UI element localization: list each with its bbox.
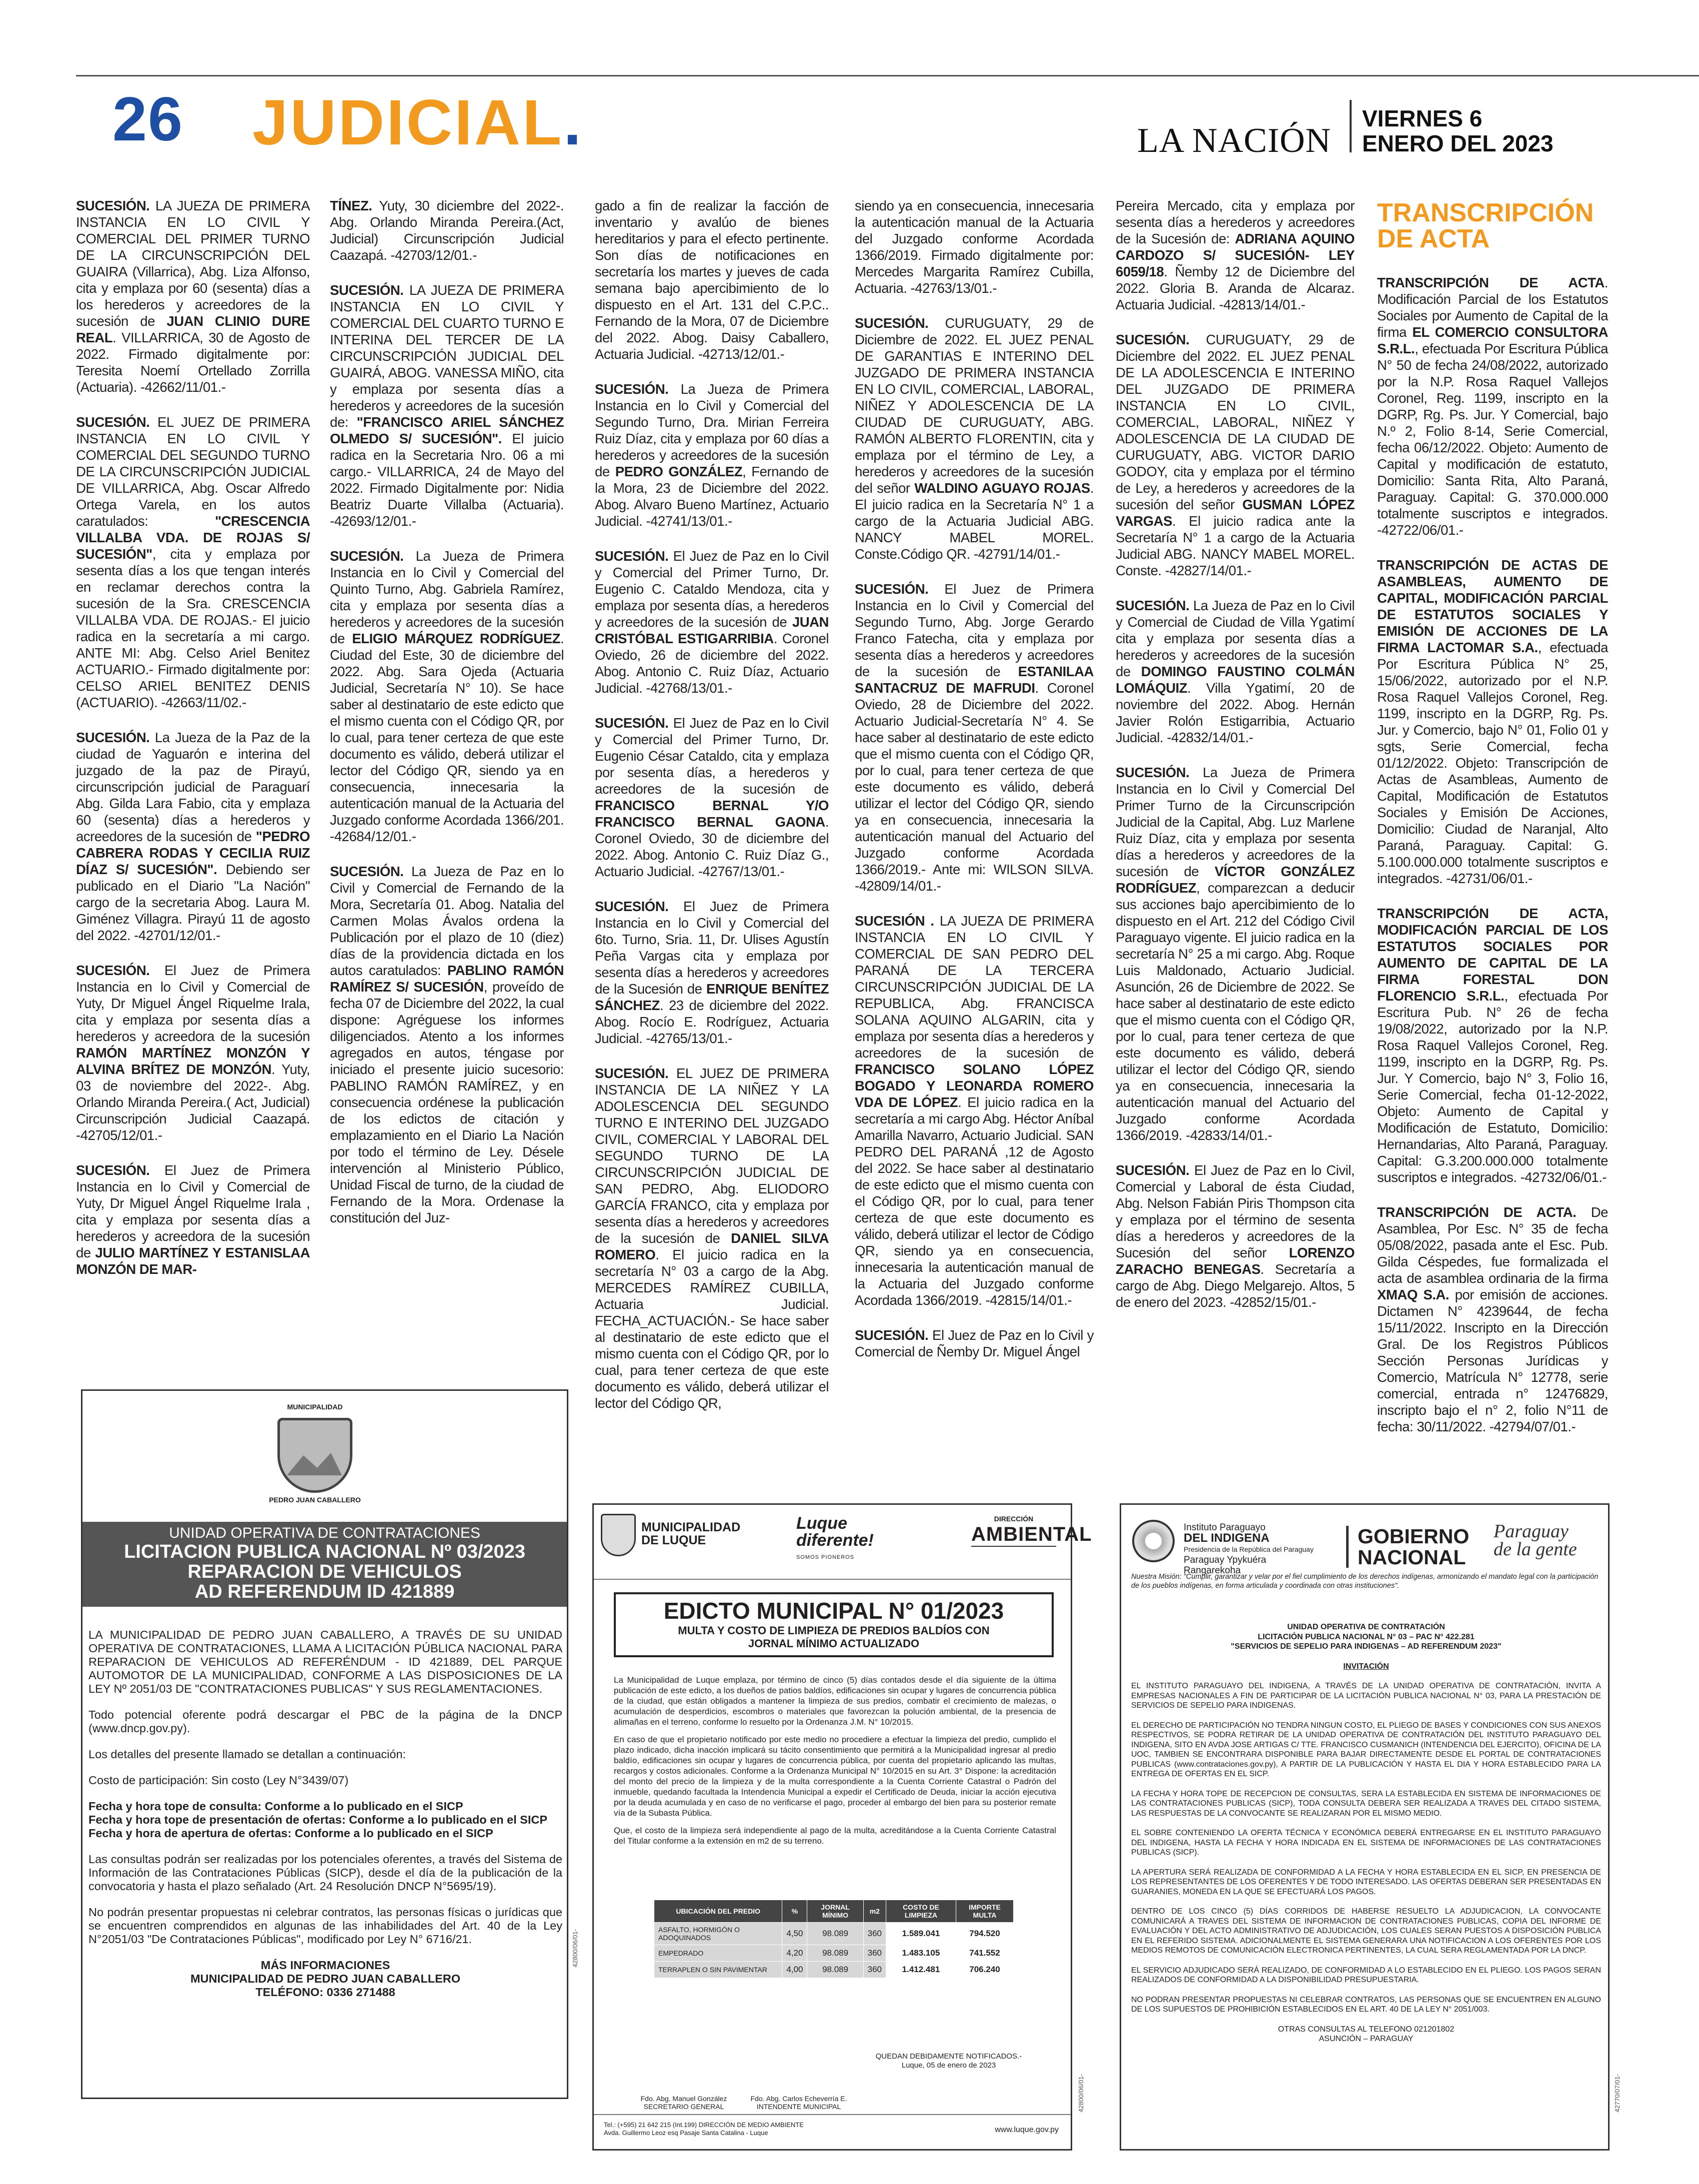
- shield-icon: [277, 1418, 352, 1493]
- edict-notice: [76, 414, 310, 711]
- indi-line-1: Instituto Paraguayo: [1184, 1522, 1266, 1533]
- edict-text: . Ñemby 12 de Diciembre del 2022. Gloria B. Aranda de Alcaraz. Actuaria Judicial. -42813/14/01.-: [1116, 264, 1355, 312]
- edict-text: . Coronel Oviedo, 26 de diciembre del 2022. Abog. Antonio C. Ruiz Díaz, Actuario Judicial. -42768/13/01.-: [595, 631, 829, 696]
- edict-text: El juicio radica en la Secretaria Nro. 06 a mi cargo.- VILLARRICA, 24 de Mayo del 2022. Firmado Digitalmente por: Nidia Beatriz Duarte Villalba (Actuaria). -42693/12/01.-: [330, 431, 564, 529]
- edict-text: La Jueza de Primera Instancia en lo Civil y Comercial Del Primer Turno de la Circunscripción Judicial de la Capital, Abg. Luz Marlene Ruiz Díaz, cita y emplaza por sesenta días a herederos y acreedores de la sucesión de: [1116, 765, 1355, 879]
- edict-highlight: SUCESIÓN.: [76, 730, 150, 745]
- indi-line-4: Paraguay Ypykuéra: [1184, 1555, 1267, 1565]
- edict-text: . Villa Ygatimí, 20 de noviembre del 2022. Abog. Hernán Javier Rolón Estigarribia, Actuario Judicial. -42832/14/01.-: [1116, 680, 1355, 745]
- edict-highlight: SUCESIÓN.: [76, 963, 150, 978]
- national-seal-icon: [1132, 1520, 1175, 1562]
- edict-notice: [1116, 764, 1355, 1143]
- table-cell: 1.412.481: [886, 1962, 956, 1978]
- indi-line-2: DEL INDIGENA: [1184, 1531, 1270, 1545]
- table-cell: 4,20: [782, 1945, 807, 1962]
- edict-notice: [76, 962, 310, 1143]
- table-cell: 360: [863, 1962, 886, 1978]
- edict-highlight: PABLINO RAMÓN RAMÍREZ S/ SUCESIÓN: [330, 963, 564, 995]
- edict-highlight: LORENZO ZARACHO BENEGAS: [1116, 1245, 1355, 1277]
- table-cell: ASFALTO, HORMIGÓN O ADOQUINADOS: [654, 1923, 782, 1945]
- section-dot: .: [563, 87, 583, 158]
- table-cell: 1.589.041: [886, 1923, 956, 1945]
- fines-table-header: [654, 1900, 1014, 1923]
- edict-highlight: SUCESIÓN.: [330, 282, 404, 298]
- luque-website[interactable]: www.luque.gov.py: [995, 2126, 1059, 2134]
- edict-text: Pereira Mercado, cita y emplaza por sesenta días a herederos y acreedores de la Sucesión de:: [1116, 198, 1355, 246]
- edict-text: La Jueza de Primera Instancia en lo Civil y Comercial del Quinto Turno, Abg. Gabriela Ramírez, cita y emplaza por sesenta días a herederos y acreedores de la sucesión de: [330, 548, 564, 646]
- edicts-column-4: [855, 197, 1094, 1378]
- edict-highlight: TRANSCRIPCIÓN DE ACTA, MODIFICACIÓN PARCIAL DE LOS ESTATUTOS SOCIALES POR AUMENTO DE CAPITAL DE LA FIRMA FORESTAL DON FLORENCIO S.R.L.: [1377, 906, 1608, 1004]
- tender-footer: [88, 1959, 562, 1999]
- tender-date-submit: Fecha y hora tope de presentación de ofertas: Conforme a lo publicado en el SICP: [88, 1813, 547, 1826]
- table-cell: 706.240: [956, 1962, 1013, 1978]
- indi-heading-4: INVITACIÓN: [1343, 1662, 1389, 1671]
- edict-subtitle-2: JORNAL MÍNIMO ACTUALIZADO: [748, 1637, 920, 1650]
- edict-notice: [1377, 557, 1608, 887]
- luque-footer-phone: Tel.: (+595) 21 642 215 (Int.199) DIRECCIÓN DE MEDIO AMBIENTE: [604, 2121, 804, 2129]
- luque-name: [641, 1521, 740, 1547]
- edict-highlight: SUCESIÓN.: [595, 715, 669, 731]
- luque-header: [594, 1505, 1092, 1580]
- edict-text: La Jueza de la Paz de la ciudad de Yaguarón e interina del juzgado de la paz de Pirayú, circunscripción judicial de Paraguarí Abg. Gilda Lara Fabio, cita y emplaza 60 (sesenta) días a herederos y acreedores de la sucesión de: [76, 730, 310, 844]
- luque-footer: [594, 2114, 1071, 2149]
- edict-notice: [330, 282, 564, 529]
- table-row: [654, 1962, 1014, 1978]
- edict-text: CURUGUATY, 29 de Diciembre de 2022. EL JUEZ PENAL DE GARANTIAS E INTERINO DEL JUZGADO DE PRIMERA INSTANCIA EN LO CIVIL, COMERCIAL, LABORAL, NIÑEZ Y ADOLESCENCIA DE LA CIUDAD DE CURUGUATY, ABG. RAMÓN ALBERTO FLORENTIN, cita y emplaza por el término de Ley, a herederos y acreedores de la sucesión del señor: [855, 315, 1094, 496]
- indi-paragraph: EL INSTITUTO PARAGUAYO DEL INDIGENA, A TRAVÉS DE LA UNIDAD OPERATIVA DE CONTRATACIÓN, INVITA A EMPRESAS NACIONALES A FIN DE PARTICIPAR DE LA LICITACIÓN PUBLICA NACIONAL N° 03, PARA LA PRESTACIÓN DE SERVICIOS DE SEPELIO PARA INDIGENAS.: [1131, 1682, 1601, 1710]
- edict-text: LA JUEZA DE PRIMERA INSTANCIA EN LO CIVIL Y COMERCIAL DE SAN PEDRO DEL PARANÁ DE LA TERCERA CIRCUNSCRIPCIÓN JUDICIAL DE LA REPUBLICA, Abg. FRANCISCA SOLANA AQUINO ALGARIN, cita y emplaza por sesenta días a herederos y acreedores de la sucesión de: [855, 913, 1094, 1061]
- gobierno-line-1: GOBIERNO: [1358, 1525, 1470, 1548]
- table-cell: 360: [863, 1923, 886, 1945]
- edict-highlight: DANIEL SILVA ROMERO: [595, 1230, 829, 1262]
- tender-paragraph: Todo potencial oferente podrá descargar el PBC de la página de la DNCP (www.dncp.gov.py).: [88, 1708, 562, 1735]
- edict-text: . Coronel Oviedo, 30 de diciembre del 2022. Abog. Antonio C. Ruiz Díaz G., Actuario Judicial. -42767/13/01.-: [595, 814, 829, 879]
- table-row: [654, 1945, 1014, 1962]
- edict-highlight: SUCESIÓN.: [595, 381, 669, 397]
- edict-text: CURUGUATY, 29 de Diciembre del 2022. EL JUEZ PENAL DE LA ADOLESCENCIA E INTERINO DEL JUZGADO DE PRIMERA INSTANCIA EN LO CIVIL, COMERCIAL, LABORAL, NIÑEZ Y ADOLESCENCIA DE LA CIUDAD DE CURUGUATY, ABG. VICTOR DARIO GODOY, cita y emplaza por el término de Ley, a herederos y acreedores de la sucesión del señor: [1116, 332, 1355, 512]
- edict-highlight: SUCESIÓN.: [330, 548, 404, 564]
- section-title: [252, 86, 583, 159]
- edict-text: , proveído de fecha 07 de Diciembre del 2022, la cual dispone: Agréguese los informes diligenciados. Atento a los informes agregados en autos, téngase por iniciado el presente juicio sucesorio: PABLINO RAMÓN RAMÍREZ, y en consecuencia ordénese la publicación de los edictos de citación y emplazamiento en el Diario La Nación por todo el término de Ley. Désele intervención al Ministerio Público, Unidad Fiscal de turno, de la ciudad de Fernando de la Mora. Ordenase la constitución del Juz-: [330, 979, 564, 1225]
- luque-footer-address: Avda. Guillermo Leoz esq Pasaje Santa Catalina - Luque: [604, 2129, 768, 2137]
- signature-secretary-name: Fdo. Abg. Manuel González: [640, 2095, 727, 2103]
- edict-text: gado a fin de realizar la facción de inventario y avalúo de bienes hereditarios y para el efecto pertinente. Son días de notificaciones en secretaría los martes y jueves de cada semana bajo apercibimiento de lo dispuesto en el Art. 131 del C.P.C.. Fernando de la Mora, 07 de Diciembre del 2022. Abog. Daisy Caballero, Actuaria Judicial. -42713/12/01.-: [595, 198, 829, 362]
- edict-highlight: RAMÓN MARTÍNEZ MONZÓN Y ALVINA BRÍTEZ DE MONZÓN: [76, 1045, 310, 1077]
- tender-paragraph: LA MUNICIPALIDAD DE PEDRO JUAN CABALLERO, A TRAVÉS DE SU UNIDAD OPERATIVA DE CONTRATACIONES, LLAMA A LICITACIÓN PÚBLICA NACIONAL PARA REPARACION DE VEHICULOS AD REFERÉNDUM - ID 421889, DEL PARQUE AUTOMOTOR DE LA MUNICIPALIDAD, CONFORME A LAS DISPOSICIONES DE LA LEY Nº 2051/03 DE "CONTRATACIONES PUBLICAS" Y SUS REGLAMENTACIONES.: [88, 1628, 562, 1695]
- edict-text: . Coronel Oviedo, 28 de Diciembre del 2022. Actuario Judicial-Secretaría N° 4. Se hace saber al destinatario de este edicto que el mismo cuenta con el Código QR, por lo cual, para tener certeza de que este documento es válido, deberá utilizar el lector del Código QR, siendo ya en consecuencia, innecesaria la autenticación manual del Actuario del Juzgado conforme Acordada 1366/2019.- Ante mi: WILSON SILVA. -42809/14/01.-: [855, 680, 1094, 894]
- luque-name-1: MUNICIPALIDAD: [641, 1520, 741, 1534]
- edict-text: Yuty, 30 diciembre del 2022-. Abg. Orlando Miranda Pereira.(Act, Judicial) Circunscripción Judicial Caazapá. -42703/12/01.-: [330, 198, 564, 263]
- table-cell: 360: [863, 1945, 886, 1962]
- table-row: [654, 1923, 1014, 1945]
- edict-highlight: "PEDRO CABRERA RODAS Y CECILIA RUIZ DÍAZ S/ SUCESIÓN".: [76, 829, 310, 877]
- edicts-column-2: [330, 197, 564, 1244]
- edict-text: EL JUEZ DE PRIMERA INSTANCIA DE LA NIÑEZ Y LA ADOLESCENCIA DEL SEGUNDO TURNO E INTERINO DEL JUZGADO CIVIL, COMERCIAL Y LABORAL DEL SEGUNDO TURNO DE LA CIRCUNSCRIPCIÓN JUDICIAL DE SAN PEDRO, Abg. ELIODORO GARCÍA FRANCO, cita y emplaza por sesenta días a herederos y acreedores de la sucesión de: [595, 1066, 829, 1246]
- edict-highlight: TRANSCRIPCIÓN DE ACTA: [1377, 275, 1605, 290]
- tender-footer-3: TELÉFONO: 0336 271488: [255, 1986, 395, 1999]
- edict-highlight: ENRIQUE BENÍTEZ SÁNCHEZ: [595, 981, 829, 1013]
- edict-highlight: "CRESCENCIA VILLALBA VDA. DE ROJAS S/ SUCESIÓN": [76, 513, 310, 562]
- edict-text: El Juez de Paz en lo Civil y Comercial de Ñemby Dr. Miguel Ángel: [855, 1327, 1094, 1359]
- edict-highlight: FRANCISCO BERNAL Y/O FRANCISCO BERNAL GAONA: [595, 798, 829, 830]
- fines-table: [654, 1900, 1014, 1978]
- header-divider: [1350, 100, 1352, 152]
- edict-notice: [76, 729, 310, 944]
- signature-mayor-role: INTENDENTE MUNICIPAL: [756, 2103, 841, 2111]
- signature-secretary-role: SECRETARIO GENERAL: [643, 2103, 724, 2111]
- ambiental-label: AMBIENTAL: [971, 1523, 1092, 1545]
- edict-notice-1: QUEDAN DEBIDAMENTE NOTIFICADOS.-: [875, 2052, 1022, 2061]
- transcription-items: [1377, 274, 1608, 1435]
- paraguay-line-2: de la gente: [1494, 1539, 1577, 1560]
- edict-notice: [1116, 1162, 1355, 1310]
- edict-notice: [1377, 274, 1608, 538]
- tender-title-1: LICITACION PUBLICA NACIONAL Nº 03/2023: [124, 1541, 525, 1562]
- luque-slogan-1: Luque: [796, 1514, 847, 1533]
- indi-footer-1: OTRAS CONSULTAS AL TELEFONO 021201802: [1278, 2025, 1455, 2034]
- indi-footer-2: ASUNCIÓN – PARAGUAY: [1319, 2035, 1414, 2043]
- fines-table-header-cell: UBICACIÓN DEL PREDIO: [654, 1900, 782, 1923]
- edict-highlight: JUAN CLINIO DURE REAL: [76, 313, 310, 345]
- gobierno-nacional-logo: [1346, 1526, 1469, 1568]
- edict-notice-2: Luque, 05 de enero de 2023: [901, 2061, 996, 2070]
- edict-highlight: SUCESIÓN.: [330, 864, 404, 879]
- mission-statement: Nuestra Misión: "Cumplir, garantizar y velar por el fiel cumplimiento de los derechos indígenas, armonizando el mandato legal con la participación de los pueblos indígenas, en forma articulada y coordinada con otras instituciones".: [1131, 1573, 1599, 1590]
- luque-name-2: DE LUQUE: [641, 1533, 706, 1547]
- edict-paragraph: Que, el costo de la limpieza será independiente al pago de la multa, acreditándose a la Cuenta Corriente Catastral del Titular conforme a la extensión en m2 de su terreno.: [614, 1826, 1056, 1846]
- edict-body: [614, 1675, 1056, 1853]
- table-cell: 98.089: [807, 1945, 863, 1962]
- edict-highlight: EL COMERCIO CONSULTORA S.R.L.: [1377, 324, 1608, 356]
- edict-text: , comparezcan a deducir sus acciones bajo apercibimiento de lo dispuesto en el Art. 212 del Código Civil Paraguayo vigente. El juicio radica en la secretaría N° 25 a mi cargo. Abg. Roque Luis Maldonado, Actuario Judicial. Asunción, 26 de Diciembre de 2022. Se hace saber al destinatario de este edicto que el mismo cuenta con el Código QR, por lo cual, para tener certeza de que este documento es válido, deberá utilizar el lector del Código QR, siendo ya en consecuencia, innecesaria la autenticación manual del Actuario del Juzgado conforme Acordada 1366/2019. -42833/14/01.-: [1116, 880, 1355, 1143]
- edict-paragraph: En caso de que el propietario notificado por este medio no procediere a efectuar la limpieza del predio, cumplido el plazo indicado, dicha inacción implicará su tácito consentimiento que permitirá a la Municipalidad ingresar al predio baldío, edificaciones sin ocupar y lugares de concurrencia pública, por cuenta del propietario aplicando las multas, recargos y costos adicionales. Conforme a la Ordenanza Municipal N° 10/2015 en su Art. 3° Dispone: la acreditación del monto del precio de la limpieza y de la multa correspondiente a la Cuenta Corriente Catastral o Padrón del inmueble, quedando facultada la Intendencia Municipal a expedir el Certificado de Deuda, iniciar la acción ejecutiva por la deuda acumulada y en caso de no verificarse el pago, proceder al embargo del bien para su posterior remate vía de la Subasta Pública.: [614, 1735, 1056, 1818]
- edict-notice: [76, 1162, 310, 1277]
- edict-title: EDICTO MUNICIPAL N° 01/2023: [663, 1598, 1004, 1624]
- edict-notice: [595, 1065, 829, 1411]
- newspaper-logo: LA NACIÓN: [1137, 121, 1332, 160]
- edict-text: El Juez de Primera Instancia en lo Civil y Comercial del 6to. Turno, Sria. 11, Dr. Ulises Agustín Peña Vargas cita y emplaza por sesenta días a herederos y acreedores de la Sucesión de: [595, 899, 829, 997]
- tender-header: [82, 1522, 567, 1607]
- edict-notice: [595, 548, 829, 696]
- tender-footer-1: MÁS INFORMACIONES: [260, 1959, 390, 1972]
- fines-table-body: [654, 1923, 1014, 1978]
- edict-notice: [1116, 197, 1355, 313]
- luque-crest-icon: [601, 1514, 636, 1556]
- edict-notice: [330, 548, 564, 845]
- tender-paragraph: No podrán presentar propuestas ni celebrar contratos, las personas físicas o jurídicas que se encuentren comprendidos en algunas de las inhabilidades del Art. 40 de la Ley N°2051/03 "De Contrataciones Públicas", modificado por Ley N° 6716/21.: [88, 1906, 562, 1946]
- transcription-column: [1377, 200, 1608, 1453]
- edict-highlight: JUAN CRISTÓBAL ESTIGARRIBIA: [595, 614, 829, 646]
- edict-highlight: ADRIANA AQUINO CARDOZO S/ SUCESIÓN- LEY 6059/18: [1116, 231, 1355, 279]
- edict-highlight: SUCESIÓN.: [76, 198, 150, 213]
- issue-date-month: ENERO DEL 2023: [1362, 130, 1554, 156]
- municipal-crest: [267, 1403, 362, 1513]
- edict-text: El Juez de Paz en lo Civil y Comercial del Primer Turno, Dr. Eugenio César Cataldo, cita y emplaza por sesenta días, a herederos y acreedores de la sucesión de: [595, 715, 829, 797]
- edict-text: El Juez de Primera Instancia en lo Civil y Comercial de Yuty, Dr Miguel Ángel Riquelme Irala, cita y emplaza por sesenta días a herederos y acreedora de la sucesión: [76, 963, 310, 1044]
- edict-highlight: XMAQ S.A.: [1377, 1287, 1450, 1302]
- edicts-column-3: [595, 197, 829, 1430]
- indi-body: [1131, 1622, 1601, 2054]
- table-cell: 794.520: [956, 1923, 1013, 1945]
- edict-text: , efectuada Por Escritura Pública N° 50 de fecha 24/08/2022, autorizado por la N.P. Rosa Raquel Vallejos Coronel, Reg. 1199, inscripto en la DGRP, Rg. Ps. Jur. Y Comercial, bajo N.º 2, Folio 8-14, Serie Comercial, fecha 06/12/2022. Objeto: Aumento de Capital y modificación de estatuto, Domicilio: Santa Rita, Alto Paraná, Paraguay. Capital: G. 370.000.000 totalmente suscriptos e integrados. -42722/06/01.-: [1377, 341, 1608, 538]
- tender-dates: [88, 1800, 562, 1840]
- edict-notice: [1116, 597, 1355, 746]
- edict-highlight: ESTANILAA SANTACRUZ DE MAFRUDI: [855, 664, 1094, 696]
- tender-unit: UNIDAD OPERATIVA DE CONTRATACIONES: [169, 1525, 480, 1541]
- edict-notice: [855, 197, 1094, 296]
- edict-text: El Juez de Paz en lo Civil y Comercial del Primer Turno, Dr. Eugenio C. Cataldo Mendoza, cita y emplaza por sesenta días, a herederos y acreedores de la sucesión de: [595, 548, 829, 630]
- edict-notice: [76, 197, 310, 395]
- gobierno-line-2: NACIONAL: [1358, 1546, 1466, 1569]
- header-rule: [76, 75, 1699, 76]
- edict-highlight: ELIGIO MÁRQUEZ RODRÍGUEZ: [352, 631, 560, 646]
- indi-line-5: Rangarekoha: [1184, 1565, 1241, 1576]
- edict-highlight: JULIO MARTÍNEZ Y ESTANISLAA MONZÓN DE MAR-: [76, 1245, 310, 1277]
- indi-line-3: Presidencia de la República del Paraguay: [1184, 1545, 1314, 1553]
- edict-text: . Ciudad del Este, 30 de diciembre del 2022. Abg. Sara Ojeda (Actuaria Judicial, Secretaría N° 10). Se hace saber al destinatario de este edicto que el mismo cuenta con el Código QR, por lo cual, para tener certeza de que este documento es válido, deberá utilizar el lector del Código QR, siendo ya en consecuencia, innecesaria la autenticación manual de la Actuaria del Juzgado conforme Acordada 1366/201. -42684/12/01.-: [330, 631, 564, 844]
- issue-date: [1362, 106, 1554, 156]
- indi-paragraph: DENTRO DE LOS CINCO (5) DÍAS CORRIDOS DE HABERSE RESUELTO LA ADJUDICACION, LA CONVOCANTE COMUNICARÁ A TRAVES DEL SISTEMA DE INFORMACION DE CONTRATACIONES PUBLICAS, COPIA DEL INFORME DE EVALUACIÓN Y DEL ACTO ADMINISTRATIVO DE ADJUDICACIÓN, LOS CUALES SERAN PUESTOS A DISPOSICIÓN PUBLICA EN EL REFERIDO SISTEMA. ADICIONALMENTE EL SISTEMA GENERARA UNA NOTIFICACION A LOS OFERENTES POR LOS MEDIOS REMOTOS DE COMUNICACIÓN ELECTRONICA PERTINENTES, LA CUAL SERA REGLAMENTADA POR LA DNCP.: [1131, 1907, 1601, 1955]
- edict-text: LA JUEZA DE PRIMERA INSTANCIA EN LO CIVIL Y COMERCIAL DEL PRIMER TURNO DE LA CIRCUNSCRIPCIÓN DEL GUAIRA (Villarrica), Abg. Liza Alfonso, cita y emplaza por 60 (sesenta) días a los herederos y acreedores de la sucesión de: [76, 198, 310, 329]
- table-cell: 4,50: [782, 1923, 807, 1945]
- edict-highlight: SUCESIÓN.: [855, 315, 929, 331]
- edict-notice: [595, 197, 829, 362]
- signature-secretary: [629, 2095, 739, 2111]
- tender-body: [88, 1628, 562, 1999]
- indi-heading-2: LICITACIÓN PUBLICA NACIONAL N° 03 – PAC N° 422.281: [1258, 1632, 1475, 1641]
- fines-table-header-cell: m2: [863, 1900, 886, 1923]
- edict-text: La Jueza de Primera Instancia en lo Civil y Comercial del Segundo Turno, Dra. Mirian Ferreira Ruiz Díaz, cita y emplaza por 60 días a herederos y acreedores de la sucesión de: [595, 381, 829, 479]
- edict-highlight: SUCESIÓN.: [595, 899, 669, 914]
- edict-text: . El juicio radica en la secretaría N° 03 a cargo de la Abg. MERCEDES RAMÍREZ CUBILLA, Actuaria Judicial. FECHA_ACTUACIÓN.- Se hace saber al destinatario de este edicto que el mismo cuenta con el Código QR, por lo cual, para tener certeza de que este documento es válido, deberá utilizar el lector del Código QR,: [595, 1247, 829, 1411]
- fines-table-header-cell: IMPORTE MULTA: [956, 1900, 1013, 1923]
- ad-pedro-juan-caballero: [81, 1389, 568, 2099]
- edict-highlight: SUCESIÓN.: [855, 1327, 929, 1343]
- ad-reference: 42770/07/01-: [1614, 2074, 1621, 2113]
- page-number: 26: [112, 85, 183, 154]
- edict-text: . El juicio radica en la Secretaría N° 1 a cargo de la Actuaria Judicial ABG. NANCY MABEL MOREL. Conste.Código QR. -42791/14/01.-: [855, 480, 1094, 562]
- tender-date-consult: Fecha y hora tope de consulta: Conforme a lo publicado en el SICP: [88, 1800, 463, 1813]
- edict-text: por emisión de acciones. Dictamen N° 4239644, de fecha 15/11/2022. Inscripto en la Dirección Gral. De los Registros Públicos Sección Personas Jurídicas y Comercio, Matrícula N° 12778, serie comercial, entrada n° 12476829, inscripto bajo el n° 2, folio N°11 de fecha: 30/11/2022. -42794/07/01.-: [1377, 1287, 1608, 1434]
- edict-notice: [1377, 1204, 1608, 1435]
- edict-notice: [330, 863, 564, 1226]
- edict-highlight: TRANSCRIPCIÓN DE ACTA.: [1377, 1204, 1577, 1220]
- ad-reference: 42800/06/01-: [571, 1929, 579, 1968]
- edict-highlight: VÍCTOR GONZÁLEZ RODRÍGUEZ: [1116, 864, 1355, 896]
- edict-notice: [1377, 905, 1608, 1185]
- edict-text: , cita y emplaza por sesenta días a los que tengan interés en reclamar derechos contra la sucesión de la Sra. CRESCENCIA VILLALBA VDA. DE ROJAS.- El juicio radica en la secretaría a mi cargo. ANTE MI: Abg. Celso Ariel Benitez ACTUARIO.- Firmado digitalmente por: CELSO ARIEL BENITEZ DENIS (ACTUARIO). -42663/11/02.-: [76, 546, 310, 710]
- signature-mayor-name: Fdo. Abg. Carlos Echeverría E.: [750, 2095, 847, 2103]
- edict-notice: [595, 715, 829, 880]
- edict-text: . 23 de diciembre del 2022. Abog. Rocío E. Rodríguez, Actuaria Judicial. -42765/13/01.-: [595, 998, 829, 1046]
- section-title-text: JUDICIAL: [252, 87, 564, 158]
- crest-top-text: MUNICIPALIDAD: [287, 1403, 343, 1411]
- edict-highlight: WALDINO AGUAYO ROJAS: [914, 480, 1090, 496]
- edict-highlight: DOMINGO FAUSTINO COLMÁN LOMÁQUIZ: [1116, 664, 1355, 696]
- edict-highlight: SUCESIÓN.: [76, 414, 150, 430]
- edict-highlight: TÍNEZ.: [330, 198, 372, 213]
- edict-highlight: SUCESIÓN.: [595, 1066, 669, 1081]
- tender-paragraph: Costo de participación: Sin costo (Ley N°3439/07): [88, 1774, 349, 1787]
- luque-slogan-sub: SOMOS PIONEROS: [796, 1554, 855, 1560]
- indi-paragraph: EL SOBRE CONTENIENDO LA OFERTA TÉCNICA Y ECONÓMICA DEBERÁ ENTREGARSE EN EL INSTITUTO PARAGUAYO DEL INDIGENA, HASTA LA FECHA Y HORA INDICADA EN EL SISTEMA DE INFORMACIONES DE LAS CONTRATACIONES PUBLICAS (SICP).: [1131, 1829, 1601, 1857]
- edict-notice: [855, 913, 1094, 1308]
- edict-paragraph: La Municipalidad de Luque emplaza, por término de cinco (5) días contados desde el día siguiente de la última publicación de este edicto, a los dueños de patios baldíos, edificaciones sin ocupar y lugares de concurrencia pública de la ciudad, que están obligados a mantener la limpieza de sus predios, combatir el crecimiento de malezas, o acumulación de desperdicios, escombros o materiales que favorezcan la polución ambiental, de la presencia de alimañas en el terreno, conforme lo resuelto por la Ordenanza J.M. N° 10/2015.: [614, 1675, 1056, 1727]
- luque-slogan-2: diferente!: [796, 1531, 874, 1550]
- edict-text: EL JUEZ DE PRIMERA INSTANCIA EN LO CIVIL Y COMERCIAL DEL SEGUNDO TURNO DE LA CIRCUNSCRIPCIÓN JUDICIAL DE VILLARRICA, Abg. Oscar Alfredo Ortega Varela, en los autos caratulados:: [76, 414, 310, 529]
- edict-notice: [855, 581, 1094, 894]
- edict-notice: [874, 2052, 1024, 2070]
- edict-notice: [855, 1327, 1094, 1360]
- edict-text: El Juez de Primera Instancia en lo Civil y Comercial del Segundo Turno, Abg. Jorge Gerardo Franco Fatecha, cita y emplaza por sesenta días a herederos y acreedores de la sucesión de: [855, 581, 1094, 679]
- edict-title-box: [614, 1592, 1054, 1657]
- fines-table-header-cell: JORNAL MÍNIMO: [807, 1900, 863, 1923]
- edict-notice: [1116, 331, 1355, 579]
- table-cell: 1.483.105: [886, 1945, 956, 1962]
- indi-heading-3: "SERVICIOS DE SEPELIO PARA INDIGENAS – AD REFERENDUM 2023": [1231, 1642, 1502, 1651]
- edict-text: El Juez de Paz en lo Civil, Comercial y Laboral de ésta Ciudad, Abg. Nelson Fabián Piris Thompson cita y emplaza por el término de sesenta días a herederos y acreedores de la Sucesión del señor: [1116, 1162, 1355, 1260]
- edict-text: siendo ya en consecuencia, innecesaria la autenticación manual de la Actuaria del Juzgado conforme Acordada 1366/2019. Firmado digitalmente por: Mercedes Margarita Ramírez Cubilla, Actuaria. -42763/13/01.-: [855, 198, 1094, 296]
- tender-title-2: REPARACION DE VEHICULOS: [187, 1561, 462, 1582]
- edict-text: Debiendo ser publicado en el Diario "La Nación" cargo de la secretaria Abog. Laura M. Giménez Villagra. Pirayú 11 de agosto del 2022. -42701/12/01.-: [76, 862, 310, 943]
- fines-table-header-cell: COSTO DE LIMPIEZA: [886, 1900, 956, 1923]
- edict-text: . Yuty, 03 de noviembre del 2022-. Abg. Orlando Miranda Pereira.( Act, Judicial) Circunscripción Judicial Caazapá. -42705/12/01.-: [76, 1062, 310, 1143]
- fines-table-header-cell: %: [782, 1900, 807, 1923]
- tender-date-open: Fecha y hora de apertura de ofertas: Conforme a lo publicado en el SICP: [88, 1827, 493, 1840]
- edict-highlight: "FRANCISCO ARIEL SÁNCHEZ OLMEDO S/ SUCESIÓN".: [330, 414, 564, 446]
- edict-text: , efectuada Por Escritura Pub. N° 26 de fecha 19/08/2022, autorizado por la N.P. Rosa Raquel Vallejos Coronel, Reg. 1199, inscripto en la DGRP, Rg. Ps. Jur. Y Comercio, bajo N° 3, Folio 16, Serie Comercial, fecha 01-12-2022, Objeto: Aumento de Capital y Modificación de Estatuto, Domicilio: Hernandarias, Alto Paraná, Paraguay. Capital: G.3.200.000.000 totalmente suscriptos e integrados. -42732/06/01.-: [1377, 988, 1608, 1185]
- edict-text: . Modificación Parcial de los Estatutos Sociales por Aumento de Capital de la firma: [1377, 275, 1608, 340]
- edict-highlight: FRANCISCO SOLANO LÓPEZ BOGADO Y LEONARDA ROMERO VDA DE LÓPEZ: [855, 1062, 1094, 1110]
- luque-slogan: [796, 1515, 874, 1566]
- tender-paragraph: Las consultas podrán ser realizadas por los potenciales oferentes, a través del Sistema de Información de las Contrataciones Públicas (SICP), desde el día de la publicación de la convocatoria y hasta el plazo señalado (Art. 24 Resolución DNCP N°5695/19).: [88, 1853, 562, 1893]
- table-cell: 4,00: [782, 1962, 807, 1978]
- edict-notice: [855, 315, 1094, 562]
- paraguay-line-1: Paraguay: [1494, 1521, 1569, 1542]
- indi-paragraph: EL DERECHO DE PARTICIPACIÓN NO TENDRA NINGUN COSTO, EL PLIEGO DE BASES Y CONDICIONES CON SUS ANEXOS RESPECTIVOS, SE PODRA RETIRAR DE LA UNIDAD OPERATIVA DE CONTRATACIÓN DEL INSTITUTO PARAGUAYO DEL INDIGENA, SITO EN AVDA JOSE ARTIGAS C/ TTE. FRANCISCO CUSMANICH (INTENDENCIA DEL EJERCITO), OFICINA DE LA UOC, TAMBIEN SE ENCONTRARA DISPONIBLE PARA BAJAR DIRECTAMENTE DESDE EL PORTAL DE CONTRATACIONES PUBLICAS (www.contrataciones.gov.py), A PARTIR DE LA PUBLICACIÓN Y HASTA EL DIA Y HORA ESTABLECIDO PARA LA ENTREGA DE OFERTAS EN EL SICP.: [1131, 1721, 1601, 1778]
- table-cell: EMPEDRADO: [654, 1945, 782, 1962]
- edict-notice: [330, 197, 564, 263]
- edict-text: . El juicio radica en la secretaría a mi cargo Abg. Héctor Aníbal Amarilla Navarro, Actuario Judicial. SAN PEDRO DEL PARANÁ ,12 de Agosto del 2022. Se hace saber al destinatario de este edicto que el mismo cuenta con el Código QR, por lo cual, para tener certeza de que este documento es válido, deberá utilizar el lector de Código QR, siendo ya en consecuencia, innecesaria la autenticación manual de la Actuaria del Juzgado conforme Acordada 1366/2019. -42815/14/01.-: [855, 1094, 1094, 1308]
- edicts-column-1: [76, 197, 310, 1296]
- tender-footer-2: MUNICIPALIDAD DE PEDRO JUAN CABALLERO: [190, 1972, 461, 1985]
- edict-text: El Juez de Primera Instancia en lo Civil y Comercial de Yuty, Dr Miguel Ángel Riquelme Irala , cita y emplaza por sesenta días a herederos y acreedora de la sucesión de: [76, 1162, 310, 1260]
- tender-paragraph: Los detalles del presente llamado se detallan a continuación:: [88, 1748, 406, 1761]
- indi-heading-1: UNIDAD OPERATIVA DE CONTRATACIÓN: [1287, 1623, 1445, 1631]
- edict-text: De Asamblea, Por Esc. N° 35 de fecha 05/08/2022, pasada ante el Esc. Pub. Gilda Céspedes, fue formalizada el acta de asamblea ordinaria de la firma: [1377, 1204, 1608, 1286]
- edict-highlight: GUSMAN LÓPEZ VARGAS: [1116, 497, 1355, 529]
- signature-mayor: [739, 2095, 859, 2111]
- edict-text: La Jueza de Paz en lo Civil y Comercial de Fernando de la Mora, Secretaría 01. Abog. Natalia del Carmen Molas Ávalos ordena la Publicación por el plazo de 10 (diez) días de la providencia dictada en los autos caratulados:: [330, 864, 564, 978]
- edict-highlight: SUCESIÓN.: [76, 1162, 150, 1178]
- crest-bottom-text: PEDRO JUAN CABALLERO: [269, 1496, 361, 1504]
- edict-notice: [595, 898, 829, 1047]
- edict-notice: [595, 381, 829, 529]
- edict-text: La Jueza de Paz en lo Civil y Comercial de Ciudad de Villa Ygatimí cita y emplaza por sesenta días a herederos y acreedores de la sucesión de: [1116, 598, 1355, 679]
- edict-text: , efectuada Por Escritura Pública N° 25, 15/06/2022, autorizado por el N.P. Rosa Raquel Vallejos Coronel, Reg. 1199, inscripto en la DGRP, Rg. Ps. Jur. y Comercio, bajo N° 01, Folio 01 y sgts, Serie Comercial, fecha 01/12/2022. Objeto: Transcripción de Actas de Asambleas, Aumento de Capital, Modificación de Estatutos Sociales y Emisión De Acciones, Domicilio: Ciudad de Naranjal, Alto Paraná, Paraguay. Capital: G. 5.100.000.000 totalmente suscriptos e integrados. -42731/06/01.-: [1377, 640, 1608, 886]
- table-cell: 741.552: [956, 1945, 1013, 1962]
- edict-text: . Secretaría a cargo de Abg. Diego Melgarejo. Altos, 5 de enero del 2023. -42852/15/01.-: [1116, 1261, 1355, 1310]
- indi-paragraph: NO PODRAN PRESENTAR PROPUESTAS NI CELEBRAR CONTRATOS, LAS PERSONAS QUE SE ENCUENTREN EN ALGUNO DE LOS SUPUESTOS DE PROHIBICIÓN ESTABLECIDOS EN EL ART. 40 DE LA LEY N° 2051/003.: [1131, 1995, 1601, 2014]
- transcription-heading: TRANSCRIPCIÓN DE ACTA: [1377, 198, 1594, 253]
- edict-highlight: SUCESIÓN.: [1116, 1162, 1190, 1178]
- indi-paragraph: LA APERTURA SERÁ REALIZADA DE CONFORMIDAD A LA FECHA Y HORA ESTABLECIDA EN EL SICP, EN PRESENCIA DE LOS REPRESENTANTES DE LOS OFERENTES Y DE TODO INTERESADO. LAS OFERTAS DEBERAN SER PRESENTADAS EN GUARANIES, MONEDA EN LA QUE SE EFECTUARÁ LOS PAGOS.: [1131, 1868, 1601, 1896]
- edict-highlight: SUCESIÓN .: [855, 913, 934, 929]
- indi-paragraph: LA FECHA Y HORA TOPE DE RECEPCION DE CONSULTAS, SERA LA ESTABLECIDA EN SISTEMA DE INFORMACIONES DE LAS CONTRATACIONES PUBLICAS (SICP), TODA CONSULTA DEBERA SER REALIZADA A TRAVES DEL CITADO SISTEMA, LAS RESPUESTAS DE LA CONVOCANTE SE REALIZARAN POR EL MISMO MEDIO.: [1131, 1789, 1601, 1818]
- edict-highlight: SUCESIÓN.: [1116, 765, 1190, 780]
- paraguay-logo: [1494, 1522, 1577, 1558]
- edict-text: . VILLARRICA, 30 de Agosto de 2022. Firmado digitalmente por: Teresita Noemí Ortellado Zorrilla (Actuaria). -42662/11/01.-: [76, 330, 310, 395]
- edict-text: , Fernando de la Mora, 23 de Diciembre del 2022. Abog. Alvaro Bueno Martínez, Actuario Judicial. -42741/13/01.-: [595, 464, 829, 529]
- table-cell: TERRAPLEN O SIN PAVIMENTAR: [654, 1962, 782, 1978]
- tender-title-3: AD REFERENDUM ID 421889: [194, 1581, 455, 1602]
- ambiental-logo: [971, 1515, 1092, 1547]
- edict-highlight: SUCESIÓN.: [595, 548, 669, 564]
- indi-paragraph: EL SERVICIO ADJUDICADO SERÁ REALIZADO, DE CONFORMIDAD A LO ESTABLECIDO EN EL PLIEGO. LOS PAGOS SERAN REALIZADOS DE CONFORMIDAD A LA DISPONIBILIDAD PRESUPUESTARIA.: [1131, 1966, 1601, 1984]
- edict-highlight: TRANSCRIPCIÓN DE ACTAS DE ASAMBLEAS, AUMENTO DE CAPITAL, MODIFICACIÓN PARCIAL DE ESTATUTOS SOCIALES Y EMISIÓN DE ACCIONES DE LA FIRMA LACTOMAR S.A.: [1377, 557, 1608, 655]
- table-cell: 98.089: [807, 1962, 863, 1978]
- edict-highlight: SUCESIÓN.: [855, 581, 929, 597]
- issue-date-day: VIERNES 6: [1362, 105, 1483, 131]
- indi-logo-text: [1184, 1522, 1314, 1576]
- table-cell: 98.089: [807, 1923, 863, 1945]
- edict-highlight: PEDRO GONZÁLEZ: [615, 464, 743, 479]
- edict-highlight: SUCESIÓN.: [1116, 598, 1190, 613]
- edict-subtitle-1: MULTA Y COSTO DE LIMPIEZA DE PREDIOS BALDÍOS CON: [678, 1624, 990, 1637]
- ambiental-dir: DIRECCIÓN: [994, 1515, 1034, 1523]
- edict-text: LA JUEZA DE PRIMERA INSTANCIA EN LO CIVIL Y COMERCIAL DEL CUARTO TURNO E INTERINA DEL TERCER DE LA CIRCUNSCRIPCIÓN JUDICIAL DEL GUAIRÁ, ABOG. VANESSA MIÑO, cita y emplaza por sesenta días a herederos y acreedores de la sucesión de:: [330, 282, 564, 430]
- edict-highlight: SUCESIÓN.: [1116, 332, 1190, 347]
- edicts-column-5: [1116, 197, 1355, 1329]
- edict-text: . El juicio radica ante la Secretaría N° 1 a cargo de la Actuaria Judicial ABG. NANCY MABEL MOREL. Conste. -42827/14/01.-: [1116, 513, 1355, 578]
- ad-reference: 42800/06/01-: [1077, 2074, 1085, 2113]
- ad-instituto-indigena: [1120, 1503, 1610, 2151]
